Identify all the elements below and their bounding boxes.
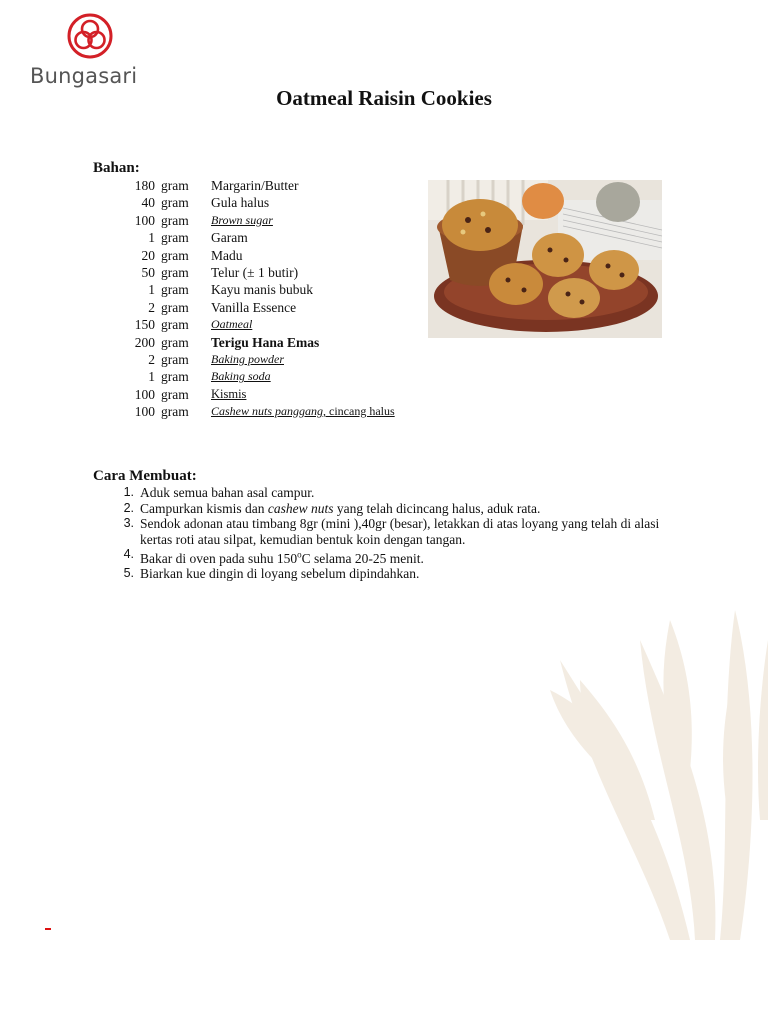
ingredient-row (93, 264, 423, 281)
step-number: 3. (123, 516, 134, 531)
ingredient-unit: gram (161, 334, 189, 350)
ingredient-name: Terigu Hana Emas (211, 334, 320, 350)
step-item (118, 547, 663, 566)
ingredient-row (93, 316, 423, 333)
ingredient-qty: 50 (141, 264, 155, 280)
cookie-photo (428, 180, 662, 338)
step-text: Sendok adonan atau timbang 8gr (mini ),40gr (besar), letakkan di atas loyang yang telah di alasi kertas roti atau silpat, kemudian bentuk koin dengan tangan. (140, 516, 660, 547)
ingredient-unit: gram (161, 282, 189, 298)
ingredient-unit: gram (161, 351, 189, 367)
ingredient-row (93, 194, 423, 211)
ingredient-list (93, 177, 423, 420)
ingredient-qty: 40 (141, 195, 155, 211)
ingredient-row (93, 212, 423, 229)
ingredient-qty: 200 (134, 334, 155, 350)
ingredient-name: Margarin/Butter (211, 178, 299, 193)
ingredient-unit: gram (161, 178, 189, 193)
ingredient-row (93, 334, 423, 351)
ingredient-name: Gula halus (211, 195, 270, 211)
step-number: 4. (123, 547, 134, 562)
step-item (118, 516, 663, 547)
ingredient-row (93, 299, 423, 316)
footer-mark (45, 928, 51, 930)
ingredient-name: Baking powder (211, 351, 284, 366)
ingredient-row (93, 281, 423, 298)
step-item (118, 485, 663, 501)
ingredient-name: Baking soda (211, 369, 271, 384)
brand-name: Bungasari (30, 64, 138, 88)
ingredient-name: Oatmeal (211, 317, 253, 332)
step-list (118, 485, 663, 582)
ingredient-row (93, 247, 423, 264)
ingredient-unit: gram (161, 404, 189, 420)
ingredient-row (93, 403, 423, 420)
bungasari-logo-icon (66, 12, 114, 60)
ingredient-unit: gram (161, 212, 189, 228)
page-title: Oatmeal Raisin Cookies (276, 86, 492, 110)
ingredient-row (93, 229, 423, 246)
step-number: 2. (123, 500, 134, 515)
ingredient-unit: gram (161, 247, 189, 263)
brand-logo (30, 12, 154, 88)
ingredient-name: Brown sugar (211, 212, 273, 227)
ingredient-name: Kayu manis bubuk (211, 282, 313, 298)
ingredient-row (93, 368, 423, 385)
ingredient-qty: 2 (148, 351, 155, 367)
ingredient-qty: 100 (134, 386, 155, 402)
ingredient-qty: 100 (134, 212, 155, 228)
step-text: Bakar di oven pada suhu 150$^o$C selama 20-25 menit. (140, 549, 424, 566)
ingredient-row (93, 177, 423, 194)
step-text: Aduk semua bahan asal campur. (140, 485, 315, 500)
ingredient-unit: gram (161, 317, 189, 333)
ingredient-qty: 1 (148, 230, 155, 246)
cara-heading: Cara Membuat: (93, 468, 197, 484)
ingredient-note: , cincang halus (323, 404, 395, 419)
ingredient-unit: gram (161, 299, 189, 315)
ingredient-qty: 100 (134, 404, 155, 420)
ingredient-unit: gram (161, 369, 189, 385)
bahan-heading: Bahan: (93, 160, 140, 176)
ingredient-name: Cashew nuts panggang, cincang halus (211, 404, 395, 419)
step-text: Campurkan kismis dan cashew nuts yang telah dicincang halus, aduk rata. (140, 500, 541, 516)
ingredient-qty: 1 (148, 282, 155, 298)
ingredient-unit: gram (161, 195, 189, 211)
ingredient-qty: 150 (134, 317, 155, 333)
step-item (118, 566, 663, 582)
ingredient-unit: gram (161, 230, 189, 246)
ingredient-qty: 2 (148, 299, 155, 315)
ingredient-qty: 20 (141, 247, 155, 263)
ingredient-row (93, 351, 423, 368)
ingredient-name: Garam (211, 230, 248, 246)
ingredient-row (93, 386, 423, 403)
ingredient-name: Telur (± 1 butir) (211, 264, 299, 280)
ingredient-name: Kismis (211, 386, 247, 401)
wheat-watermark-icon (520, 520, 768, 940)
ingredient-name: Madu (211, 247, 243, 263)
ingredient-qty: 180 (134, 178, 155, 193)
step-text: Biarkan kue dingin di loyang sebelum dipindahkan. (140, 566, 420, 582)
ingredient-unit: gram (161, 264, 189, 280)
step-number: 5. (123, 566, 134, 581)
ingredient-name: Vanilla Essence (211, 299, 297, 315)
ingredient-unit: gram (161, 386, 189, 402)
step-number: 1. (123, 485, 134, 499)
step-item (118, 501, 663, 517)
ingredient-qty: 1 (148, 369, 155, 385)
